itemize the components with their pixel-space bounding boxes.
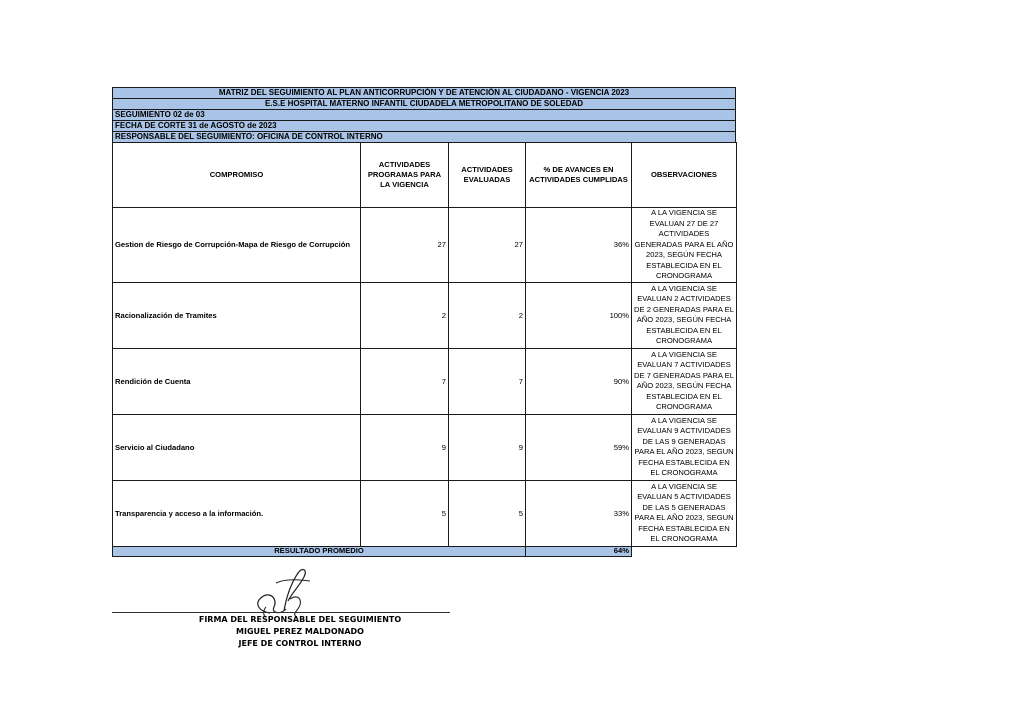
evaluadas-cell: 7 bbox=[449, 348, 526, 414]
table-row bbox=[113, 208, 737, 283]
observaciones-cell: A LA VIGENCIA SE EVALUAN 9 ACTIVIDADES DE LAS 9 GENERADAS PARA EL AÑO 2023, SEGUN FECHA ESTABLECIDA EN EL CRONOGRAMA bbox=[632, 414, 737, 480]
avance-cell: 33% bbox=[526, 480, 632, 546]
programadas-cell: 5 bbox=[361, 480, 449, 546]
observaciones-cell: A LA VIGENCIA SE EVALUAN 7 ACTIVIDADES DE 7 GENERADAS PARA EL AÑO 2023, SEGÚN FECHA ESTABLECIDA EN EL CRONOGRAMA bbox=[632, 348, 737, 414]
column-header-observaciones: OBSERVACIONES bbox=[632, 143, 737, 208]
signer-role: JEFE DE CONTROL INTERNO bbox=[238, 639, 362, 648]
avance-cell: 59% bbox=[526, 414, 632, 480]
observaciones-cell: A LA VIGENCIA SE EVALUAN 2 ACTIVIDADES DE 2 GENERADAS PARA EL AÑO 2023, SEGÚN FECHA ESTABLECIDA EN EL CRONOGRAMA bbox=[632, 282, 737, 348]
column-header-compromiso: COMPROMISO bbox=[113, 143, 361, 208]
responsible-office: RESPONSABLE DEL SEGUIMIENTO: OFICINA DE CONTROL INTERNO bbox=[112, 131, 736, 142]
signature-line bbox=[112, 612, 450, 613]
evaluadas-cell: 27 bbox=[449, 208, 526, 283]
observaciones-cell: A LA VIGENCIA SE EVALUAN 27 DE 27 ACTIVIDADES GENERADAS PARA EL AÑO 2023, SEGÚN FECHA ESTABLECIDA EN EL CRONOGRAMA bbox=[632, 208, 737, 283]
compromiso-cell: Servicio al Ciudadano bbox=[113, 414, 361, 480]
cutoff-date: FECHA DE CORTE 31 de AGOSTO de 2023 bbox=[112, 120, 736, 131]
result-row bbox=[113, 546, 737, 556]
seguimiento-number: SEGUIMIENTO 02 de 03 bbox=[112, 109, 736, 120]
result-value: 64% bbox=[526, 546, 632, 556]
observaciones-cell: A LA VIGENCIA SE EVALUAN 5 ACTIVIDADES DE LAS 5 GENERADAS PARA EL AÑO 2023, SEGUN FECHA ESTABLECIDA EN EL CRONOGRAMA bbox=[632, 480, 737, 546]
evaluadas-cell: 5 bbox=[449, 480, 526, 546]
tracking-matrix bbox=[112, 87, 736, 557]
compromiso-cell: Gestion de Riesgo de Corrupción-Mapa de Riesgo de Corrupción bbox=[113, 208, 361, 283]
signer-name: MIGUEL PEREZ MALDONADO bbox=[236, 627, 364, 636]
table-row bbox=[113, 414, 737, 480]
compromiso-cell: Rendición de Cuenta bbox=[113, 348, 361, 414]
compromiso-cell: Transparencia y acceso a la información. bbox=[113, 480, 361, 546]
result-label: RESULTADO PROMEDIO bbox=[113, 546, 526, 556]
table-header-row bbox=[113, 143, 737, 208]
column-header-evaluadas: ACTIVIDADES EVALUADAS bbox=[449, 143, 526, 208]
signature-caption: FIRMA DEL RESPONSABLE DEL SEGUIMIENTO bbox=[198, 615, 402, 624]
avance-cell: 90% bbox=[526, 348, 632, 414]
column-header-programadas: ACTIVIDADES PROGRAMAS PARA LA VIGENCIA bbox=[361, 143, 449, 208]
avance-cell: 100% bbox=[526, 282, 632, 348]
column-header-avance: % DE AVANCES EN ACTIVIDADES CUMPLIDAS bbox=[526, 143, 632, 208]
table-row bbox=[113, 282, 737, 348]
evaluadas-cell: 2 bbox=[449, 282, 526, 348]
result-blank-cell bbox=[632, 546, 737, 556]
matrix-title: MATRIZ DEL SEGUIMIENTO AL PLAN ANTICORRUPCIÓN Y DE ATENCIÓN AL CIUDADANO - VIGENCIA 2023 bbox=[112, 87, 736, 98]
entity-name: E.S.E HOSPITAL MATERNO INFANTIL CIUDADELA METROPOLITANO DE SOLEDAD bbox=[112, 98, 736, 109]
evaluadas-cell: 9 bbox=[449, 414, 526, 480]
programadas-cell: 9 bbox=[361, 414, 449, 480]
programadas-cell: 27 bbox=[361, 208, 449, 283]
programadas-cell: 2 bbox=[361, 282, 449, 348]
handwritten-signature bbox=[240, 563, 320, 619]
programadas-cell: 7 bbox=[361, 348, 449, 414]
table-row bbox=[113, 480, 737, 546]
avance-cell: 36% bbox=[526, 208, 632, 283]
table-row bbox=[113, 348, 737, 414]
compromiso-cell: Racionalización de Tramites bbox=[113, 282, 361, 348]
commitments-table bbox=[112, 142, 737, 557]
